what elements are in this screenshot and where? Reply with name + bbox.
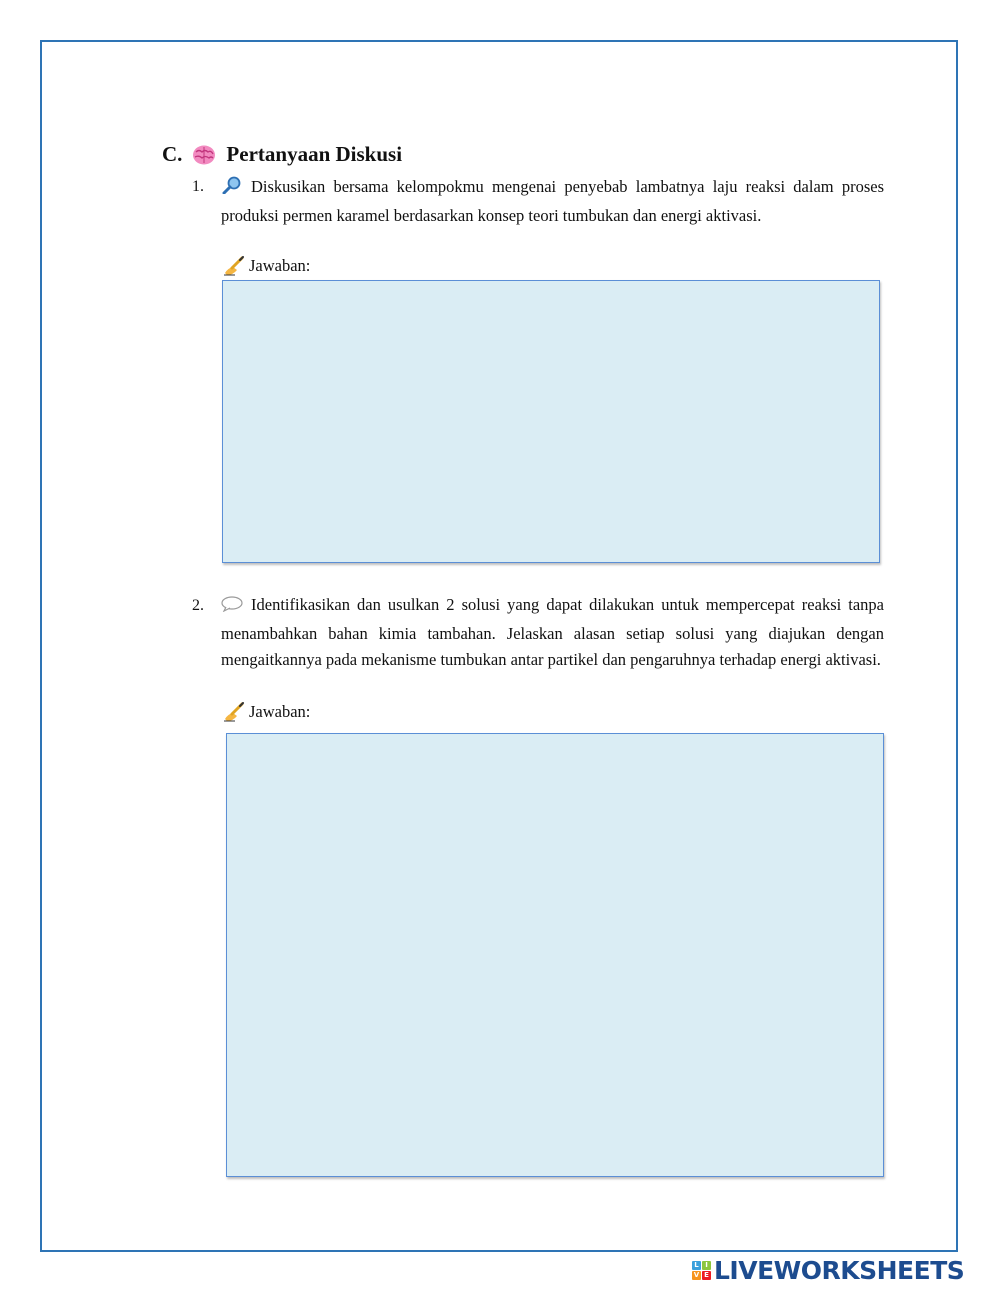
logo-letter-e: E [702, 1271, 711, 1280]
liveworksheets-brand[interactable] [692, 1257, 964, 1283]
section-heading [162, 142, 402, 167]
question-1-number: 1. [192, 178, 204, 195]
answer-box-1[interactable] [222, 280, 880, 563]
section-title: Pertanyaan Diskusi [226, 142, 403, 166]
question-1-text [221, 174, 884, 229]
answer-label-2-text: Jawaban: [249, 702, 311, 721]
writing-hand-icon [223, 256, 245, 276]
logo-letter-v: V [693, 1270, 700, 1279]
question-2-text [221, 592, 884, 674]
answer-label-1-text: Jawaban: [249, 256, 311, 275]
logo-letter-l: L [692, 1261, 701, 1270]
logo-letter-i: I [702, 1261, 711, 1270]
answer-label-1 [223, 256, 310, 276]
writing-hand-icon [223, 702, 245, 722]
answer-box-2[interactable] [226, 733, 884, 1177]
brand-text: LIVEWORKSHEETS [714, 1255, 965, 1285]
question-2-body: Identifikasikan dan usulkan 2 solusi yang dapat dilakukan untuk mempercepat reaksi tanpa menambahkan bahan kimia tambahan. Jelaskan alasan setiap solusi yang diajukan dengan mengaitkannya pada mekanisme tumbukan antar partikel dan pengaruhnya terhadap energi aktivasi. [221, 595, 884, 669]
question-1-body: Diskusikan bersama kelompokmu mengenai penyebab lambatnya laju reaksi dalam proses produksi permen karamel berdasarkan konsep teori tumbukan dan energi aktivasi. [221, 177, 884, 225]
question-2-number: 2. [192, 597, 204, 614]
answer-label-2 [223, 702, 310, 722]
liveworksheets-logo-icon [692, 1261, 711, 1280]
section-letter: C. [162, 142, 183, 166]
magnifier-icon [221, 176, 243, 203]
brain-icon [192, 144, 216, 166]
speech-bubble-icon [221, 594, 243, 621]
